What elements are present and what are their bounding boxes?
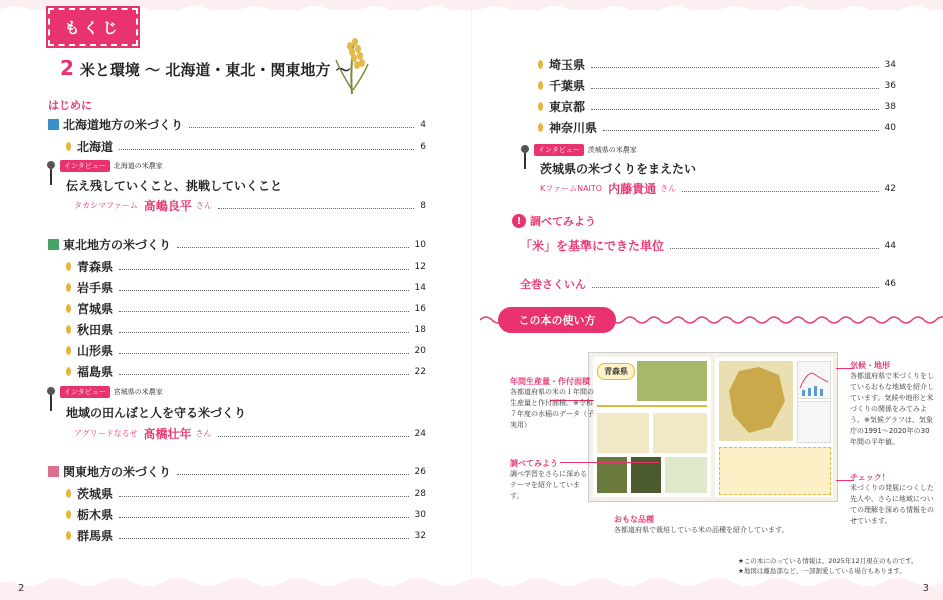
toc-pref-tochigi[interactable] bbox=[66, 506, 426, 523]
note-body: 米づくりの発展につくした先人や、さらに地域についての理解を深める情報をのせています。 bbox=[850, 484, 934, 525]
toc-label: 福島県 bbox=[77, 365, 114, 379]
bottom-wave bbox=[0, 578, 943, 592]
rice-grain-icon bbox=[538, 123, 543, 132]
note-body: 調べ学習をさらに深めるテーマを紹介しています。 bbox=[510, 470, 587, 500]
toc-label: 神奈川県 bbox=[549, 121, 598, 135]
note-title: おもな品種 bbox=[614, 515, 654, 524]
honorific: さん bbox=[195, 201, 212, 210]
toc-pref-fukushima[interactable] bbox=[66, 363, 426, 380]
dot-leader bbox=[119, 374, 409, 375]
dot-leader bbox=[177, 247, 409, 248]
note-production bbox=[510, 376, 594, 431]
toc-label: 全巻さくいん bbox=[520, 278, 586, 291]
toc-label: 北海道地方の米づくり bbox=[63, 118, 184, 132]
chapter-number: 2 bbox=[60, 56, 74, 80]
howto-tab: この本の使い方 bbox=[498, 307, 616, 333]
interview-who: 茨城県の米農家 bbox=[587, 146, 637, 154]
map-icon bbox=[719, 361, 793, 441]
rice-grain-icon bbox=[66, 531, 71, 540]
dot-leader bbox=[119, 496, 409, 497]
rice-grain-icon bbox=[538, 81, 543, 90]
dot-leader bbox=[591, 67, 879, 68]
chapter-title bbox=[60, 56, 351, 80]
toc-label: 宮城県 bbox=[77, 302, 114, 316]
note-body: 各都道府県で米づくりをしているおもな地域を紹介しています。気候や地形と米づくりの関係をみてみよう。※気候グラフは、気象庁の1991～2020年の30年間の平年値。 bbox=[850, 372, 934, 446]
footnote-map: ★地図は離島部など、一部割愛している場合もあります。 bbox=[738, 567, 906, 575]
shiraberu-title: 調べてみよう bbox=[530, 215, 596, 228]
dot-leader bbox=[592, 287, 879, 288]
dot-leader bbox=[119, 332, 409, 333]
chapter-title-text: 米と環境 ～ 北海道・東北・関東地方 ～ bbox=[79, 61, 351, 79]
note-title: 年間生産量・作付面積 bbox=[510, 377, 590, 386]
interview-title[interactable]: 地域の田んぼと人を守る米づくり bbox=[66, 406, 247, 420]
interview-person[interactable] bbox=[540, 180, 896, 197]
rice-grain-icon bbox=[66, 489, 71, 498]
dot-leader bbox=[119, 290, 409, 291]
divider bbox=[597, 405, 707, 407]
toc-index[interactable] bbox=[520, 276, 896, 292]
rice-grain-icon bbox=[66, 142, 71, 151]
toc-label: 埼玉県 bbox=[549, 58, 586, 72]
section-marker bbox=[48, 119, 59, 130]
toc-page: 22 bbox=[414, 366, 426, 377]
farm-name: KファームNAITO bbox=[540, 184, 603, 193]
rice-grain-icon bbox=[538, 102, 543, 111]
toc-page: 14 bbox=[414, 282, 426, 293]
dot-leader bbox=[218, 436, 409, 437]
interview-who: 北海道の米農家 bbox=[113, 162, 163, 170]
toc-pref-gunma[interactable] bbox=[66, 527, 426, 544]
toc-page: 24 bbox=[414, 428, 426, 439]
rice-grain-icon bbox=[66, 262, 71, 271]
note-title: チェック！ bbox=[850, 473, 890, 482]
dot-leader bbox=[119, 517, 409, 518]
toc-pref-akita[interactable] bbox=[66, 321, 426, 338]
section-marker bbox=[48, 239, 59, 250]
page-number-left: 2 bbox=[18, 583, 25, 594]
graph-icon bbox=[798, 362, 830, 398]
toc-label: 千葉県 bbox=[549, 79, 586, 93]
dot-leader bbox=[189, 127, 414, 128]
sample-check-box bbox=[719, 447, 831, 495]
note-shiraberu bbox=[510, 458, 588, 502]
person-name: 髙橋壮年 bbox=[143, 427, 192, 441]
sample-photo bbox=[665, 457, 707, 493]
toc-label: 北海道 bbox=[77, 140, 114, 154]
toc-pref-hokkaido[interactable] bbox=[66, 138, 426, 155]
farm-name: タカシマファーム bbox=[74, 201, 138, 210]
toc-page: 46 bbox=[884, 279, 896, 289]
toc-page: 20 bbox=[414, 345, 426, 356]
toc-pref-tokyo[interactable] bbox=[538, 98, 896, 115]
note-check bbox=[850, 472, 934, 527]
person-name: 内藤貴通 bbox=[608, 182, 657, 196]
section-marker bbox=[48, 466, 59, 477]
toc-pref-aomori[interactable] bbox=[66, 258, 426, 275]
interview-person[interactable] bbox=[74, 425, 426, 442]
dot-leader bbox=[591, 109, 879, 110]
toc-label: 山形県 bbox=[77, 344, 114, 358]
rice-grain-icon bbox=[538, 60, 543, 69]
honorific: さん bbox=[660, 184, 677, 193]
interview-title[interactable]: 伝え残していくこと、挑戦していくこと bbox=[66, 179, 283, 193]
toc-label: 岩手県 bbox=[77, 281, 114, 295]
dot-leader bbox=[119, 269, 409, 270]
toc-label: 東北地方の米づくり bbox=[63, 238, 172, 252]
farm-name: アグリードなるせ bbox=[74, 429, 138, 438]
rice-plant-icon bbox=[332, 30, 372, 94]
toc-page: 38 bbox=[884, 101, 896, 112]
toc-page: 40 bbox=[884, 122, 896, 133]
note-varieties bbox=[614, 514, 814, 536]
interview-who: 宮城県の米農家 bbox=[113, 388, 163, 396]
toc-label: 関東地方の米づくり bbox=[63, 465, 172, 479]
toc-page: 28 bbox=[414, 488, 426, 499]
toc-pref-yamagata[interactable] bbox=[66, 342, 426, 359]
toc-page: 42 bbox=[884, 183, 896, 194]
dot-leader bbox=[682, 191, 878, 192]
toc-page: 32 bbox=[414, 530, 426, 541]
toc-pref-ibaraki[interactable] bbox=[66, 485, 426, 502]
dot-leader bbox=[119, 311, 409, 312]
dot-leader bbox=[119, 538, 409, 539]
toc-page: 12 bbox=[414, 261, 426, 272]
toc-section-tohoku[interactable] bbox=[48, 236, 426, 253]
mokuji-tab: もくじ bbox=[48, 8, 138, 46]
microphone-icon bbox=[520, 144, 530, 170]
intro-label: はじめに bbox=[48, 99, 92, 112]
rice-grain-icon bbox=[66, 510, 71, 519]
person-name: 髙嶋良平 bbox=[143, 199, 192, 213]
toc-page: 16 bbox=[414, 303, 426, 314]
note-body: 各都道府県で栽培している米の品種を紹介しています。 bbox=[614, 526, 789, 534]
toc-label: 群馬県 bbox=[77, 529, 114, 543]
toc-page: 34 bbox=[884, 59, 896, 70]
note-body: 各都道府県の米の１年間の生産量と作付面積。※令和７年度の水稲のデータ（子実用） bbox=[510, 388, 594, 429]
toc-label: 「米」を基準にできた単位 bbox=[520, 239, 665, 253]
toc-pref-saitama[interactable] bbox=[538, 56, 896, 73]
note-climate bbox=[850, 360, 934, 448]
interview-person[interactable] bbox=[74, 197, 426, 214]
toc-pref-chiba[interactable] bbox=[538, 77, 896, 94]
sample-text-block bbox=[597, 413, 649, 453]
sample-pref-label: 青森県 bbox=[597, 363, 635, 380]
toc-label: 東京都 bbox=[549, 100, 586, 114]
toc-page: 10 bbox=[414, 239, 426, 250]
interview-title[interactable]: 茨城県の米づくりをまえたい bbox=[540, 162, 697, 176]
dot-leader bbox=[177, 474, 409, 475]
interview-badge: インタビュー bbox=[534, 144, 584, 156]
toc-page: 30 bbox=[414, 509, 426, 520]
toc-pref-iwate[interactable] bbox=[66, 279, 426, 296]
microphone-icon bbox=[46, 160, 56, 186]
toc-label: 茨城県 bbox=[77, 487, 114, 501]
dot-leader bbox=[119, 149, 414, 150]
footnote-date: ★この本にのっている情報は、2025年12月現在のものです。 bbox=[738, 557, 918, 565]
interview-header bbox=[534, 144, 637, 156]
sample-left-page bbox=[593, 357, 711, 497]
note-title: 調べてみよう bbox=[510, 459, 558, 468]
sample-photo bbox=[637, 361, 707, 401]
toc-section-kanto[interactable] bbox=[48, 463, 426, 480]
toc-section-hokkaido[interactable] bbox=[48, 116, 426, 133]
interview-badge: インタビュー bbox=[60, 386, 110, 398]
sample-right-page bbox=[715, 357, 833, 497]
interview-badge: インタビュー bbox=[60, 160, 110, 172]
rice-grain-icon bbox=[66, 283, 71, 292]
shiraberu-header bbox=[512, 213, 596, 229]
interview-header bbox=[60, 386, 163, 398]
sample-spread-image bbox=[588, 352, 838, 502]
sample-climate-graph bbox=[797, 401, 831, 443]
toc-page: 36 bbox=[884, 80, 896, 91]
toc-pref-miyagi[interactable] bbox=[66, 300, 426, 317]
sample-text-block bbox=[653, 413, 707, 453]
honorific: さん bbox=[195, 429, 212, 438]
toc-page: 18 bbox=[414, 324, 426, 335]
rice-grain-icon bbox=[66, 346, 71, 355]
toc-page: 8 bbox=[420, 200, 426, 211]
note-title: 気候・地形 bbox=[850, 361, 890, 370]
interview-header bbox=[60, 160, 163, 172]
dot-leader bbox=[218, 208, 414, 209]
toc-shiraberu-item[interactable] bbox=[520, 237, 896, 254]
rice-grain-icon bbox=[66, 367, 71, 376]
toc-page: 26 bbox=[414, 466, 426, 477]
microphone-icon bbox=[46, 386, 56, 412]
dot-leader bbox=[670, 248, 879, 249]
dot-leader bbox=[603, 130, 879, 131]
exclamation-icon: ! bbox=[512, 214, 526, 228]
toc-label: 秋田県 bbox=[77, 323, 114, 337]
dot-leader bbox=[119, 353, 409, 354]
dot-leader bbox=[591, 88, 879, 89]
toc-label: 青森県 bbox=[77, 260, 114, 274]
sample-map bbox=[719, 361, 793, 441]
toc-page: 4 bbox=[420, 119, 426, 130]
rice-grain-icon bbox=[66, 325, 71, 334]
toc-page: 6 bbox=[420, 141, 426, 152]
sample-climate-graph bbox=[797, 361, 831, 399]
page-number-right: 3 bbox=[922, 583, 929, 594]
rice-grain-icon bbox=[66, 304, 71, 313]
toc-page: 44 bbox=[884, 240, 896, 251]
toc-label: 栃木県 bbox=[77, 508, 114, 522]
toc-pref-kanagawa[interactable] bbox=[538, 119, 896, 136]
